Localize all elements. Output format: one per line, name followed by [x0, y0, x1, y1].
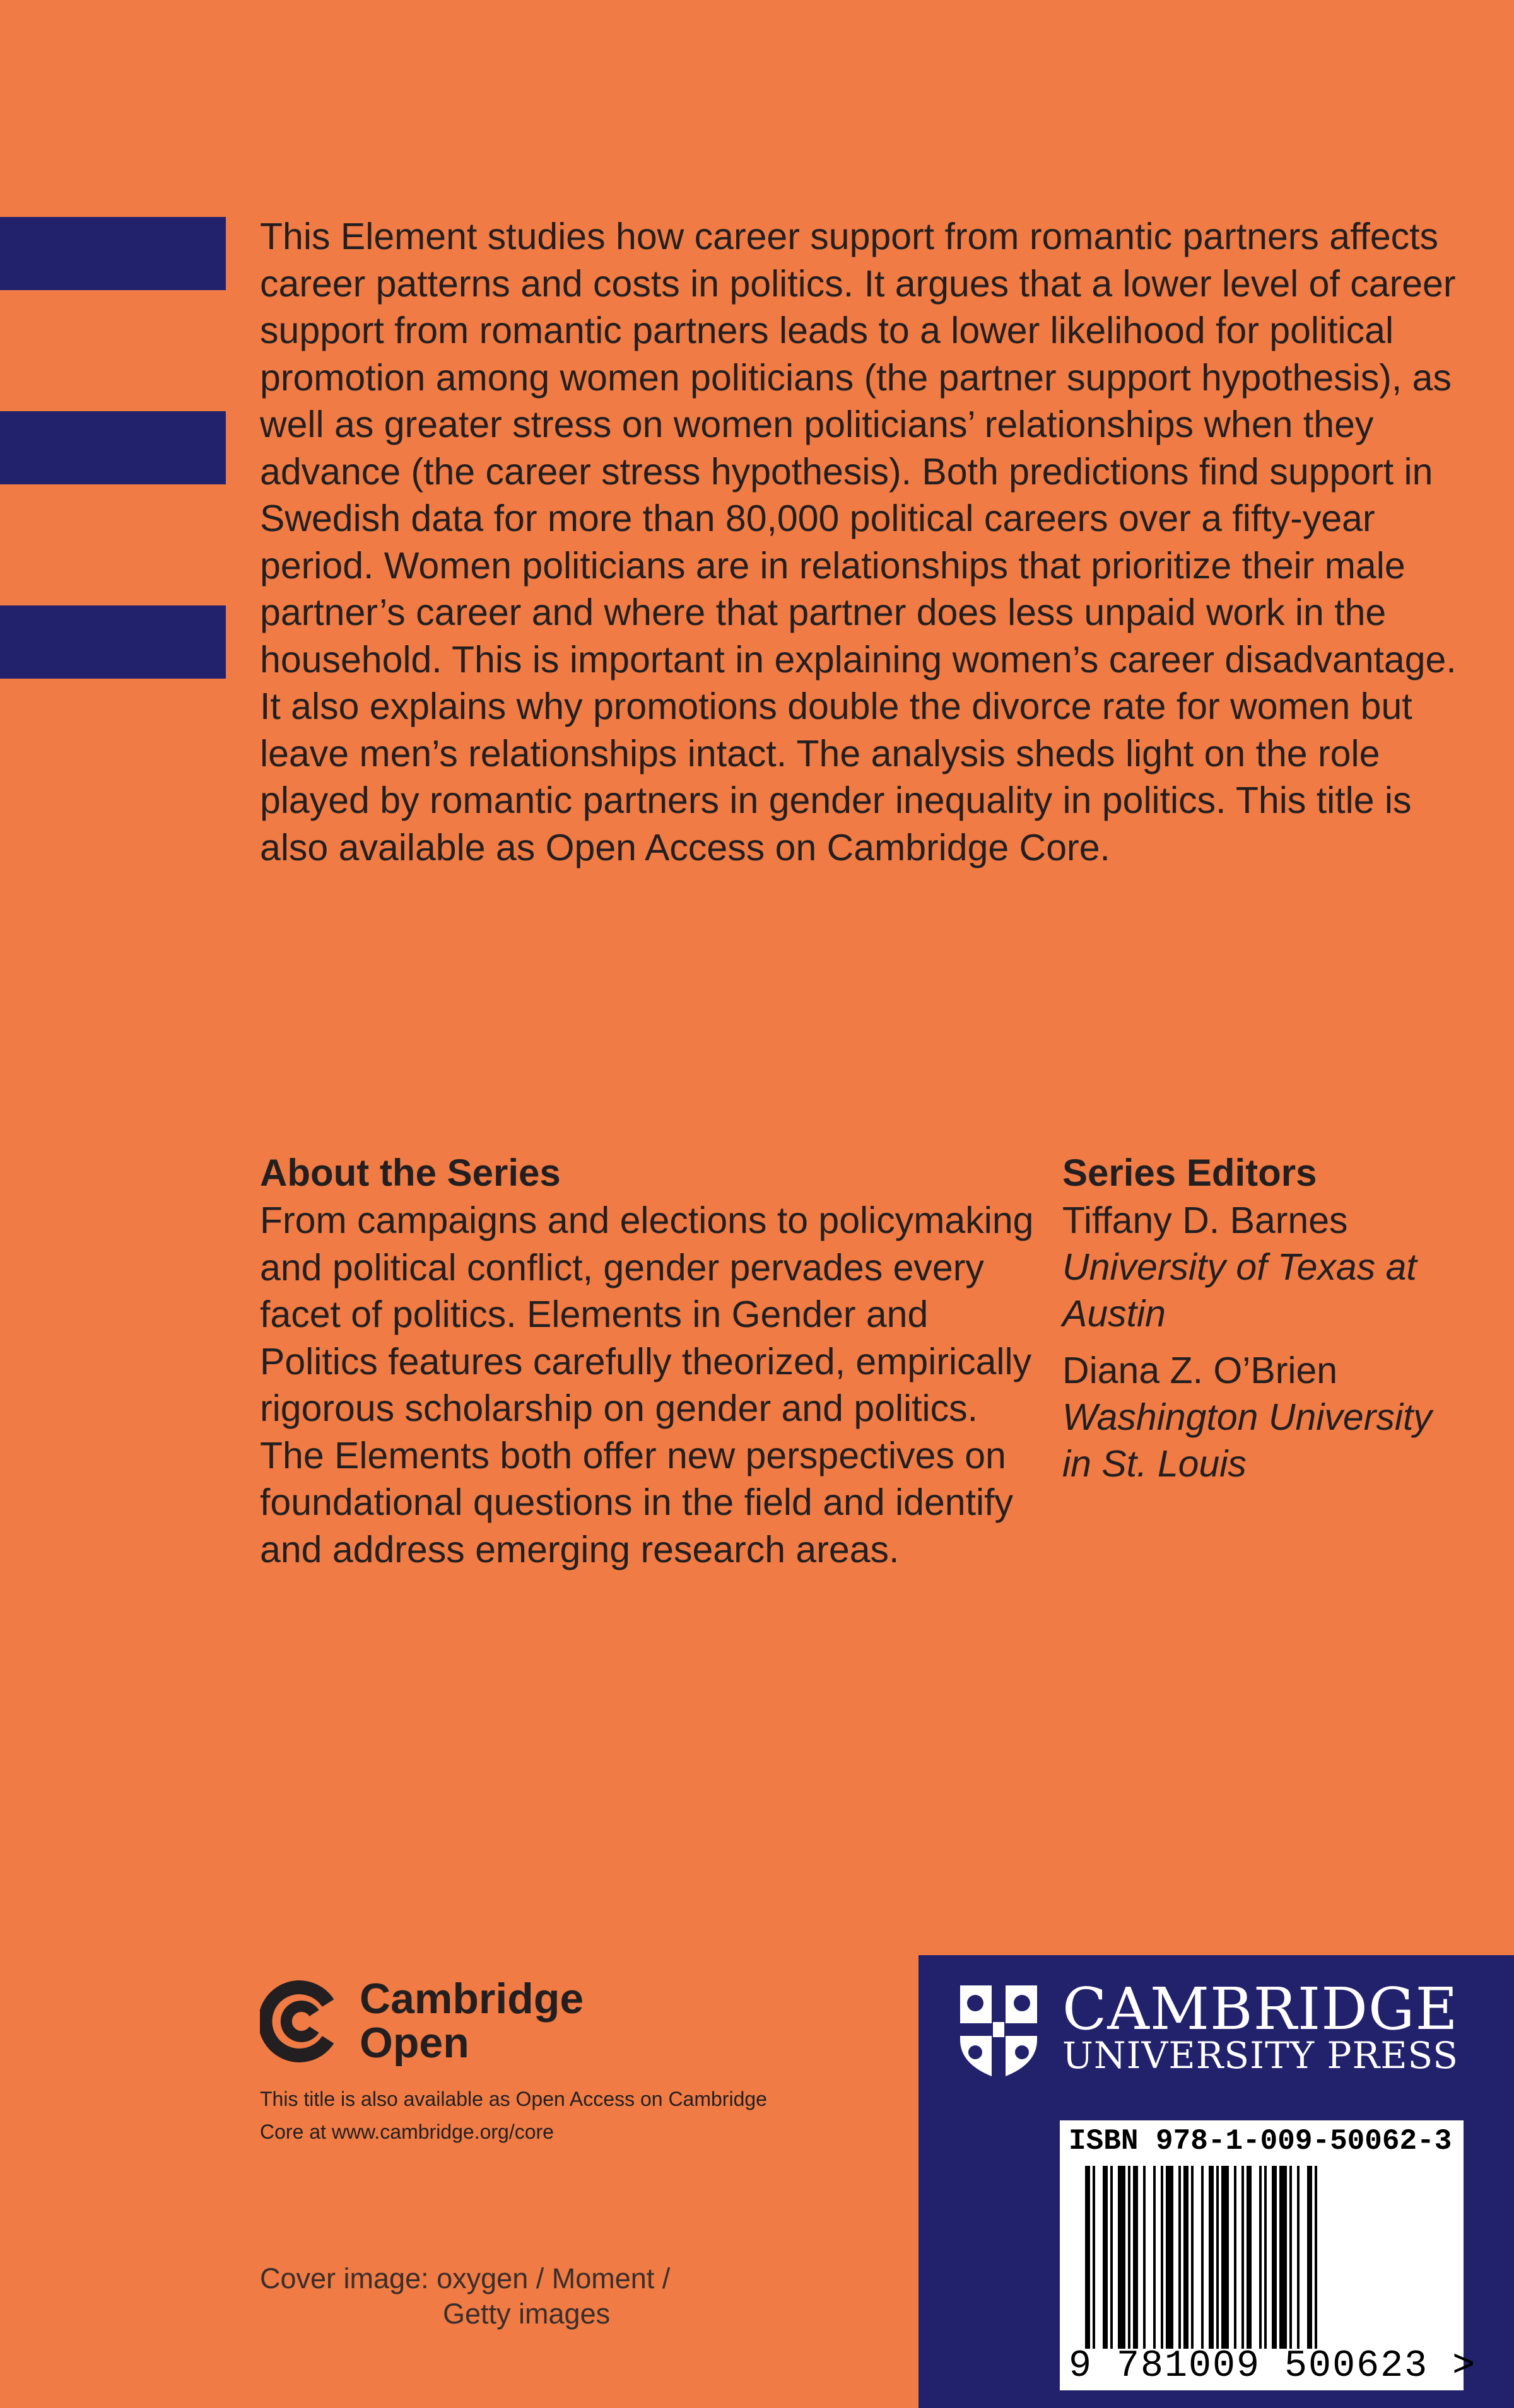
editor-name: Diana Z. O’Brien [1062, 1350, 1338, 1391]
cover-credit-line2: Getty images [443, 2298, 611, 2330]
cover-credit-line1: Cover image: oxygen / Moment / [260, 2262, 671, 2294]
about-series-section [260, 1149, 1042, 1573]
publisher-name: CAMBRIDGE [1062, 1975, 1458, 2043]
editor-entry [1062, 1347, 1453, 1487]
decorative-bar-1 [0, 217, 226, 290]
about-series-text: From campaigns and elections to policymaking and political conflict, gender pervades every facet of politics. Elements in Gender and Politics features carefully theorized, empirically rigorous scholarship on gender and politics. The Elements both offer new perspectives on foundational questions in the field and identify and address emerging research areas. [260, 1200, 1034, 1570]
book-blurb: This Element studies how career support from romantic partners affects career patterns and costs in politics. It argues that a lower level of career support from romantic partners leads to a lower likelihood for political promotion among women politicians (the partner support hypothesis), as well as greater stress on women politicians’ relationships when they advance (the career stress hypothesis). Both predictions find support in Swedish data for more than 80,000 political careers over a fifty-year period. Women politicians are in relationships that prioritize their male partner’s career and where that partner does less unpaid work in the household. This is important in explaining women’s career disadvantage. It also explains why promotions double the divorce rate for women but leave men’s relationships intact. The analysis sheds light on the role played by romantic partners in gender inequality in politics. This title is also available as Open Access on Cambridge Core. [260, 216, 1457, 868]
cambridge-open-wordmark [360, 1977, 584, 2065]
barcode-digits: 9 781009 500623 > [1069, 2345, 1477, 2388]
university-crest-icon [956, 1982, 1041, 2081]
isbn-barcode [1060, 2120, 1477, 2390]
about-series-heading: About the Series [260, 1152, 561, 1194]
editor-name: Tiffany D. Barnes [1062, 1200, 1348, 1241]
series-editors-heading: Series Editors [1062, 1152, 1317, 1194]
publisher-subtitle: UNIVERSITY PRESS [1062, 2034, 1458, 2077]
cambridge-open-icon [260, 1980, 342, 2062]
barcode-bars [1060, 2166, 1464, 2349]
editor-affiliation: University of Texas at Austin [1062, 1246, 1417, 1335]
decorative-bar-2 [0, 411, 226, 484]
cambridge-open-line1: Cambridge [360, 1975, 584, 2023]
cambridge-open-logo [260, 1974, 613, 2069]
decorative-bar-3 [0, 605, 226, 679]
series-editors-section [1062, 1149, 1453, 1497]
cambridge-open-line2: Open [360, 2019, 469, 2067]
editor-entry [1062, 1197, 1453, 1337]
isbn-label: ISBN 978-1-009-50062-3 [1069, 2125, 1452, 2158]
cover-image-credit [260, 2261, 714, 2332]
editor-affiliation: Washington University in St. Louis [1062, 1396, 1432, 1485]
publisher-panel [918, 1955, 1514, 2408]
open-access-note: This title is also available as Open Access on Cambridge Core at www.cambridge.org/core [260, 2088, 767, 2143]
